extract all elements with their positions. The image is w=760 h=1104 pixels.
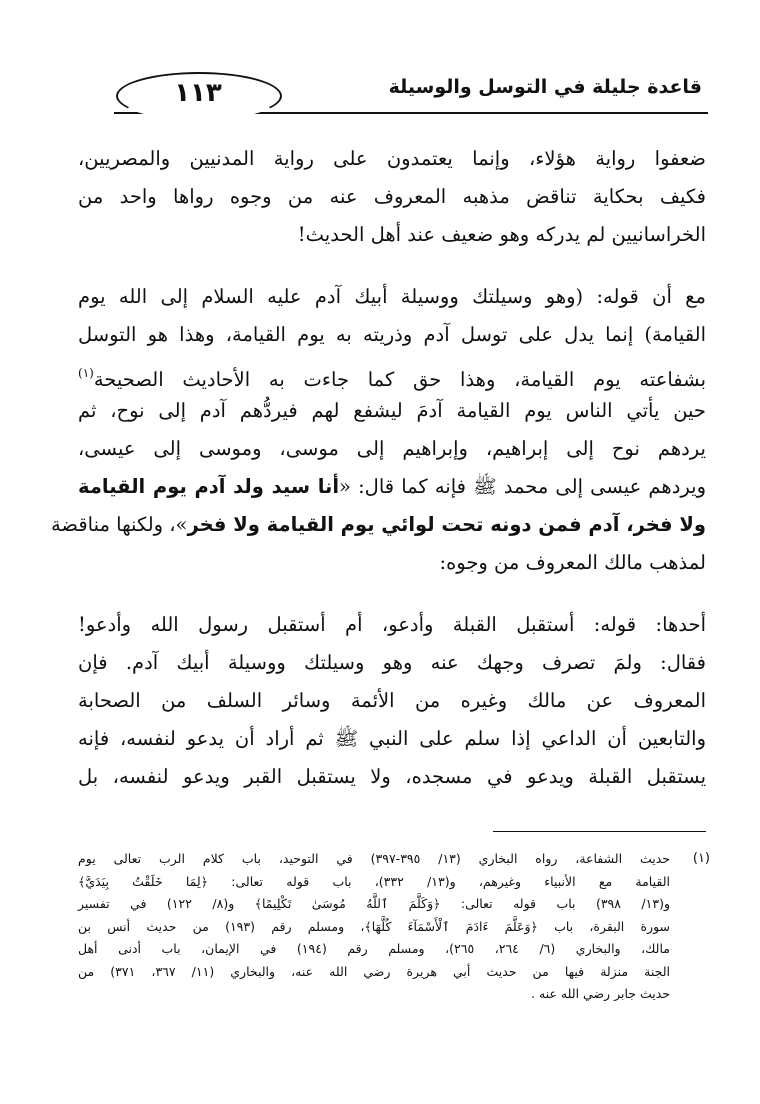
text-line: حين يأتي الناس يوم القيامة آدمَ ليشفع لهم فيردُّهم آدم إلى نوح، ثم [78,399,706,422]
text-line: الخراسانيين لم يدركه وهو ضعيف عند أهل الحديث! [297,223,706,246]
text-line: لمذهب مالك المعروف من وجوه: [439,551,706,574]
text-line: مع أن قوله: (وهو وسيلتك ووسيلة أبيك آدم عليه السلام إلى الله يوم [78,285,706,308]
footnote-line: سورة البقرة، باب ﴿وَعَلَّمَ ءَادَمَ ٱلْأَسْمَآءَ كُلَّهَا﴾، ومسلم رقم (١٩٣) من حديث أنس بن [78,918,671,934]
footnote-line: حديث الشفاعة، رواه البخاري (١٣/ ٣٩٥-٣٩٧) في التوحيد، باب كلام الرب تعالى يوم [78,851,670,866]
footnote-line: الجنة منزلة فيها من حديث أبي هريرة رضي الله عنه، والبخاري (١١/ ٣٦٧، ٣٧١) من [78,963,671,979]
running-header [78,68,708,114]
footnote-marker: (١) [692,851,710,866]
page-number: ١١٣ [174,78,222,108]
paragraph-2 [50,278,706,582]
text-line [78,354,706,392]
text-segment: ويردهم عيسى إلى محمد ﷺ فإنه كما قال: « [339,475,706,498]
book-title: قاعدة جليلة في التوسل والوسيلة [388,76,702,98]
text-line: ضعفوا رواية هؤلاء، وإنما يعتمدون على رواية المدنيين والمصريين، [78,147,706,170]
text-line: القيامة) إنما يدل على توسل آدم وذريته به يوم القيامة، وهذا هو التوسل [78,323,706,346]
text-line: فقال: ولمَ تصرف وجهك عنه وهو وسيلتك ووسيلة أبيك آدم. فإن [78,651,706,674]
footnote-line: القيامة مع الأنبياء وغيرهم، و(١٣/ ٣٣٢)، باب قوله تعالى: ﴿لِمَا خَلَقْتُ بِيَدَيَّ﴾ [78,873,670,889]
text-segment: بشفاعته يوم القيامة، وهذا حق كما جاءت به الأحاديث الصحيحة [93,368,706,391]
text-segment: »، ولكنها مناقضة [50,513,188,536]
hadith-quote: ولا فخر، آدم فمن دونه تحت لوائي يوم القيامة ولا فخر [187,513,706,536]
text-line [78,468,706,506]
footnote-reference[interactable]: (١) [78,366,94,380]
footnote-line: حديث جابر رضي الله عنه . [531,986,670,1001]
text-line [50,506,706,544]
footnote-text [78,848,670,1006]
text-line: أحدها: قوله: أستقبل القبلة وأدعو، أم أستقبل رسول الله وأدعو! [78,613,706,636]
text-line: والتابعين أن الداعي إذا سلم على النبي ﷺ ثم أراد أن يدعو لنفسه، فإنه [78,727,706,750]
footnote-line: مالك، والبخاري (٦/ ٢٦٤، ٢٦٥)، ومسلم رقم (١٩٤) في الإيمان، باب أدنى أهل [78,941,670,956]
footnote-separator [493,831,706,832]
footnotes [78,848,710,1006]
text-line: يستقبل القبلة ويدعو في مسجده، ولا يستقبل القبر ويدعو لنفسه، بل [78,765,706,788]
hadith-quote: أنا سيد ولد آدم يوم القيامة [78,475,340,498]
paragraph-1 [78,140,706,254]
paragraph-3 [78,606,706,796]
text-line: المعروف عن مالك وغيره من الأئمة وسائر السلف من الصحابة [78,689,706,712]
text-line: يردهم نوح إلى إبراهيم، وإبراهيم إلى موسى، وموسى إلى عيسى، [78,437,706,460]
footnote-line: و(١٣/ ٣٩٨) باب قوله تعالى: ﴿وَكَلَّمَ ٱللَّهُ مُوسَىٰ تَكْلِيمًا﴾ و(٨/ ١٢٢) في تفسير [78,896,670,911]
text-line: فكيف بحكاية تناقض مذهبه المعروف عنه من وجوه رواها واحد من [78,185,706,208]
